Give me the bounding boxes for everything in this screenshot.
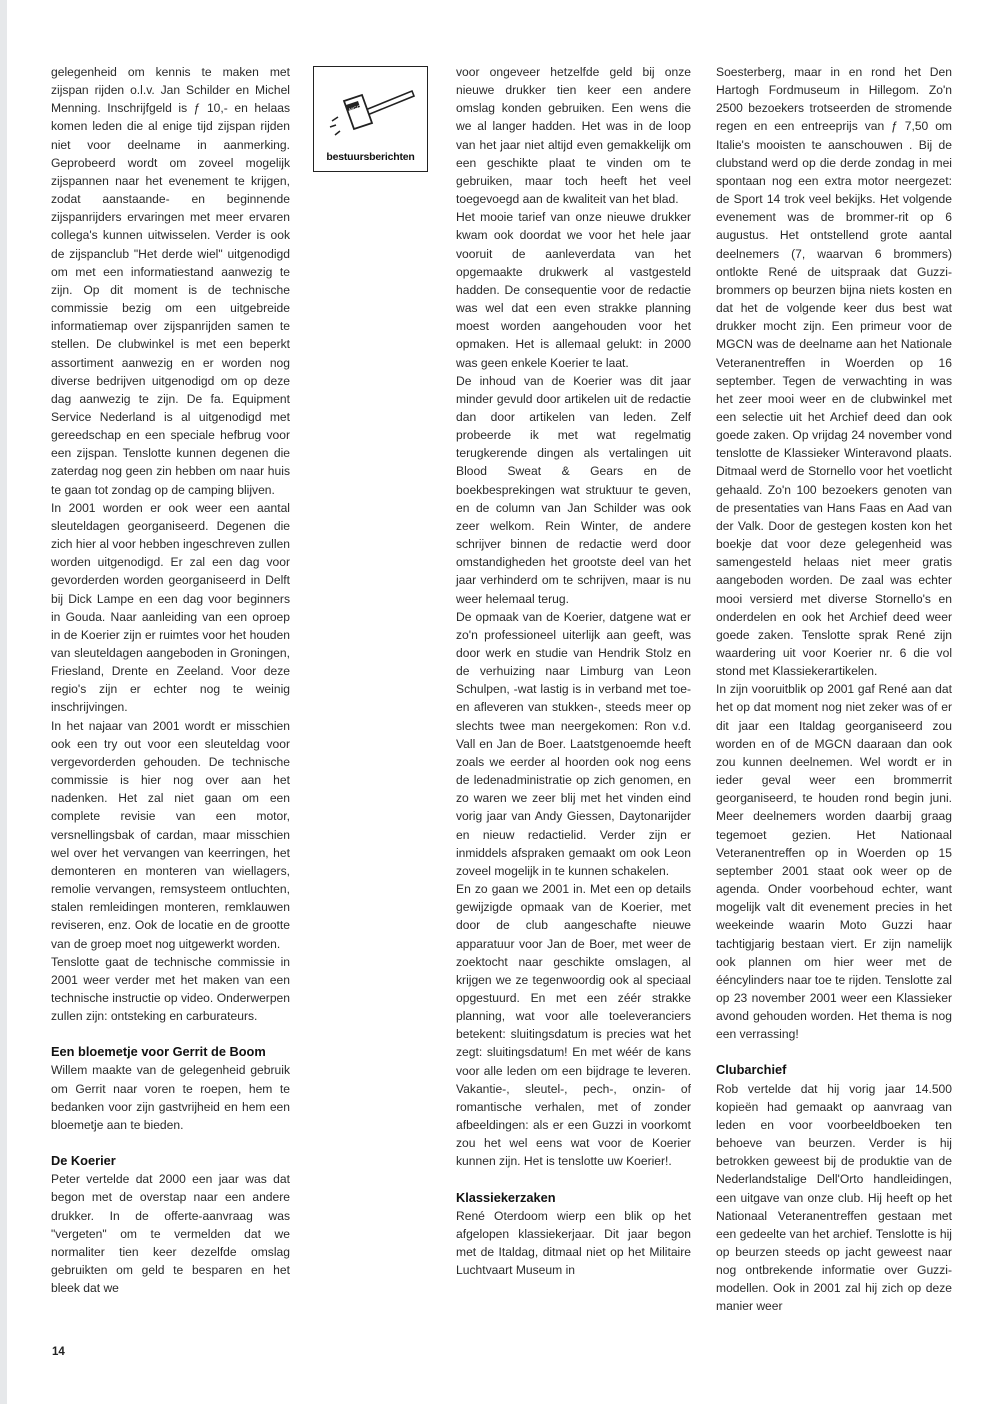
column-right	[716, 63, 952, 1316]
paragraph: Peter vertelde dat 2000 een jaar was dat begon met de overstap naar een andere drukker. In de offerte-aanvraag was "vergeten" om te vermelden dat we normaliter tien keer dezelfde omslag gebruikten om geld te besparen en het bleek dat we	[51, 1172, 290, 1296]
section-heading-klassiekerzaken: Klassiekerzaken	[456, 1189, 556, 1205]
hammer-icon	[322, 71, 420, 143]
paragraph: Willem maakte van de gelegenheid gebruik om Gerrit naar voren te roepen, hem te bedanken voor zijn gastvrijheid en hem een bloemetje aan te bieden.	[51, 1063, 290, 1132]
page-edge	[0, 0, 7, 1404]
paragraph: Soesterberg, maar in en rond het Den Hartogh Fordmuseum in Hillegom. Zo'n 2500 bezoekers trotseerden de stromende regen en een entreeprijs van ƒ 7,50 om Italie's mooisten te aanschouwen . Bij de clubstand werd op die derde zondag in mei spontaan nog een extra motor neergezet: de Sport 14 trok veel bekijks. Het volgende evenement was de brommer-rit op 6 augustus. Het ontstellend grote aantal deelnemers (7, waarvan 6 brommers) ontlokte René de uitspraak dat Guzzi-brommers op beurzen bijna niets kosten en dat het de volgende keer dus best wat drukker mocht zijn. Een primeur voor de MGCN was de deelname aan het Nationale Veteranentreffen in Woerden op 16 september. Tegen de verwachting in was het zeer mooi weer en de clubwinkel met een selectie uit het Archief deed dan ook goede zaken. Op vrijdag 24 november vond tenslotte de Klassieker Winteravond plaats. Ditmaal werd de Stornello voor het voetlicht gehaald. Zo'n 100 bezoekers genoten van de presentaties van Hans Faas en Aad van der Valk. Door de gestegen kosten kon het boekje dat voor deze gelegenheid was samengesteld helaas niet meer gratis aangeboden worden. De zaal was echter mooi versierd met diverse Stornello's en onderdelen en ook het Archief deed weer goede zaken. Tenslotte sprak René zijn waardering uit voor Koerier nr. 6 die vol stond met Klassiekerartikelen.	[716, 65, 952, 679]
section-logo	[313, 66, 428, 172]
paragraph: gelegenheid om kennis te maken met zijspan rijden o.l.v. Jan Schilder en Michel Menning. Inschrijfgeld is ƒ 10,- en helaas komen leden die al enige tijd zijspan rijden niet voor deelname in aanmerking. Geprobeerd wordt om zoveel mogelijk zijspannen naar het evenement te krijgen, zodat aanstaande- en beginnende zijspanrijders ervaringen met meer ervaren collega's kunnen uitwisselen. Verder is ook de zijspanclub "Het derde wiel" uitgenodigd om met een informatiestand aanwezig te zijn. Op dit moment is de technische commissie bezig om een uitgebreide informatiemap over zijspanrijden samen te stellen. De clubwinkel is met een beperkt assortiment aanwezig en er worden nog diverse bedrijven uitgenodigd om op deze dag aanwezig te zijn. De fa. Equipment Service Nederland is al uitgenodigd met gereedschap en een speciale hefbrug voor een zijspan. Tenslotte kunnen degenen die zaterdag nog geen zin hebben om naar huis te gaan tot zondag op de camping blijven.	[51, 65, 290, 497]
paragraph: En zo gaan we 2001 in. Met een op details gewijzigde opmaak van de Koerier, met door de club aangeschafte nieuwe apparatuur voor Jan de Boer, met weer de zoektocht naar geschikte omslagen, al krijgen we ze tegenwoordig ook al speciaal opgestuurd. En met een zéér strakke planning, wat voor alle toeleveranciers betekent: sluitingsdatum is precies wat het zegt: sluitingsdatum! En met wéér de kans voor alle leden om een bijdrage te leveren. Vakantie-, sleutel-, pech-, onzin- of romantische verhalen, met of zonder afbeeldingen: als er een Guzzi in voorkomt zou het wel eens wat voor de Koerier kunnen zijn. Het is tenslotte uw Koerier!.	[456, 882, 691, 1169]
column-middle	[456, 63, 691, 1279]
logo-label: bestuursberichten	[326, 151, 415, 163]
paragraph: voor ongeveer hetzelfde geld bij onze nieuwe drukker tien keer een andere omslag konden gebruiken. Een wens die we al langer hadden. Het was in de loop van het jaar niet altijd even gemakkelijk om een geschikte plaat te vinden om te gebruiken, maar toch heeft het veel toegevoegd aan de kwaliteit van het blad.	[456, 65, 691, 207]
column-left	[51, 63, 290, 1297]
page-number: 14	[52, 1346, 65, 1358]
emblem-text: MGCN	[348, 103, 365, 114]
paragraph: Rob vertelde dat hij vorig jaar 14.500 kopieën had gemaakt op aanvraag van leden en voor voorbeeldboeken ten behoeve van beurzen. Verder is hij betrokken geweest bij de produktie van de Nederlandstalige Dell'Orto handleidingen, een uitgave van onze club. Hij heeft op het Nationaal Veteranentreffen gestaan met een gedeelte van het archief. Tenslotte is hij op beurzen steeds op jacht geweest naar nog ontbrekende informatie over Guzzi-modellen. Ook in 2001 zal hij zich op deze manier weer	[716, 1081, 952, 1314]
section-heading-koerier: De Koerier	[51, 1153, 116, 1169]
paragraph: In het najaar van 2001 wordt er misschien ook een try out voor een sleuteldag voor vergevorderden gehouden. De technische commissie is hier nog over aan het nadenken. Het zal niet gaan om een complete revisie van een motor, versnellingsbak of cardan, maar misschien wel over het vervangen van keerringen, het demonteren en monteren van wiellagers, remolie vervangen, remsysteem ontluchten, stalen remleidingen monteren, remklauwen reviseren, enz. Ook de locatie en de grootte van de groep moet nog uitgewerkt worden.	[51, 718, 290, 951]
section-heading-bloemetje: Een bloemetje voor Gerrit de Boom	[51, 1044, 266, 1060]
paragraph: Het mooie tarief van onze nieuwe drukker kwam ook doordat we voor het hele jaar vooruit de aanleverdata van het opgemaakte drukwerk al vastgesteld hadden. De consequentie voor de redactie was wel dat een even strakke planning moest worden aangehouden voor het opmaken. Het is allemaal gelukt: in 2000 was geen enkele Koerier te laat.	[456, 210, 691, 370]
paragraph: In zijn vooruitblik op 2001 gaf René aan dat het op dat moment nog niet zeker was of er dit jaar een Italdag georganiseerd zou worden en of de MGCN daaraan dan ook zou kunnen deelnemen. Wel wordt er in ieder geval weer een brommerrit georganiseerd, te houden rond begin juni. Meer deelnemers worden daarbij graag tegemoet gezien. Het Nationaal Veteranentreffen op in Woerden op 15 september 2001 staat ook weer op de agenda. Onder voorbehoud echter, want mogelijk valt dit evenement precies in het weekeinde waarin Moto Guzzi haar tachtigjarig bestaan viert. Er zijn namelijk ook plannen om hier weer met de ééncylinders naar toe te rijden. Tenslotte zal op 23 november 2001 weer een Klassieker avond gehouden worden. Het thema is nog een verrassing!	[716, 682, 952, 1042]
paragraph: In 2001 worden er ook weer een aantal sleuteldagen georganiseerd. Degenen die zich hier al voor hebben ingeschreven zullen worden uitgenodigd. Er zal een dag voor gevorderden worden georganiseerd in Delft bij Dick Lampe en een dag voor beginners in Gouda. Naar aanleiding van een oproep in de Koerier zijn er ruimtes voor het houden van sleuteldagen aangeboden in Groningen, Friesland, Drente en Zeeland. Voor deze regio's zijn er echter nog te weinig inschrijvingen.	[51, 500, 290, 715]
paragraph: Tenslotte gaat de technische commissie in 2001 weer verder met het maken van een technische instructie op video. Onderwerpen zullen zijn: ontsteking en carburateurs.	[51, 954, 290, 1024]
paragraph: De opmaak van de Koerier, datgene wat er zo'n professioneel uiterlijk aan geeft, was door werk en studie van Hendrik Stolz en de verhuizing naar Limburg van Leon Schulpen, -wat lastig is in verband met toe- en afleveren van stukken-, steeds meer op slechts twee man neergekomen: Ron v.d. Vall en Jan de Boer. Laatstgenoemde heeft zoals we eerder al hoorden ook nog eens de ledenadministratie op zich genomen, en zo waren we zeer blij met het vinden eind vorig jaar van Andy Giessen, Daytonarijder en nieuw redactielid. Verder zijn er inmiddels afspraken gemaakt om ook Leon zoveel mogelijk in te kunnen schakelen.	[456, 609, 691, 878]
section-heading-clubarchief: Clubarchief	[716, 1062, 787, 1078]
paragraph: De inhoud van de Koerier was dit jaar minder gevuld door artikelen uit de redactie dan door artikelen van leden. Zelf probeerde ik met wat regelmatig terugkerende dingen als vertalingen uit Blood Sweat & Gears en de boekbesprekingen wat struktuur te geven, en de column van Jan Schilder was ook zeer welkom. Rein Winter, de andere schrijver binnen de redactie werd door omstandigheden het grootste deel van het jaar verhinderd om te schrijven, maar is nu weer helemaal terug.	[456, 373, 691, 606]
paragraph: René Oterdoom wierp een blik op het afgelopen klassiekerjaar. Dit jaar begon met de Italdag, ditmaal niet op het Militaire Luchtvaart Museum in	[456, 1208, 691, 1278]
